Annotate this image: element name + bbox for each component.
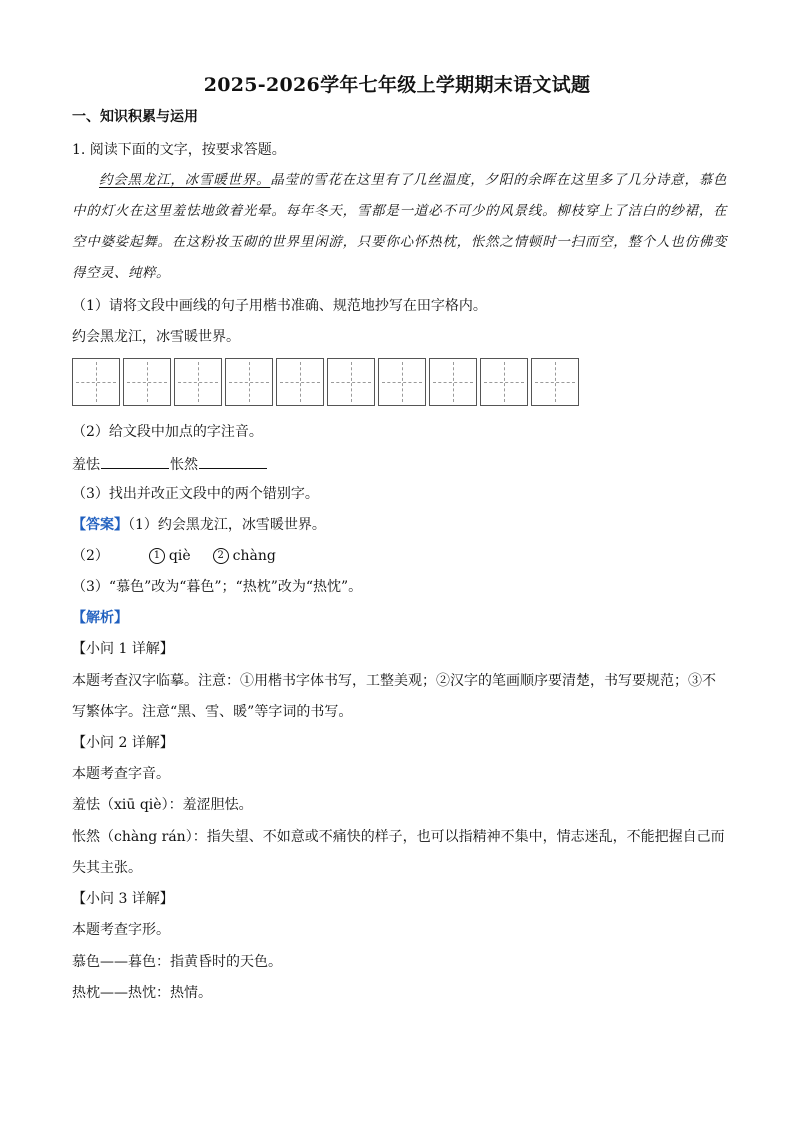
grid-cell[interactable] [123,358,171,406]
reading-passage [72,165,727,289]
answer-line-2 [72,547,276,565]
page-title: 2025-2026学年七年级上学期期末语文试题 [203,74,591,96]
grid-cell[interactable] [480,358,528,406]
circled-number-2: 2 [213,548,229,564]
detail-2-line-3: 怅然（chàng rán）：指失望、不如意或不痛快的样子，也可以指精神不集中，情志迷乱，不能把握自己而 [72,829,725,845]
answer-2-val-1: qiè [168,548,191,564]
underlined-sentence: 约会黑龙江，冰雪暖世界。 [99,172,271,188]
word-changran: 怅然 [170,457,198,473]
passage-body: 晶莹的雪花在这里有了几丝温度，夕阳的余晖在这里多了几分诗意，慕色中的灯火在这里羞怯地敛着光晕。每年冬天，雪都是一道必不可少的风景线。柳枝穿上了洁白的纱裙，在空中婆娑起舞。在这粉妆玉砌的世界里闲游，只要你心怀热枕，怅然之情顿时一扫而空，整个人也仿佛变得空灵、纯粹。 [72,172,728,281]
circled-number-1: 1 [149,548,165,564]
detail-1-heading: 【小问 1 详解】 [72,641,174,657]
grid-cell[interactable] [378,358,426,406]
answer-tag: 【答案】 [72,517,128,533]
analysis-tag: 【解析】 [72,610,128,626]
answer-2-prefix: （2） [72,548,109,564]
detail-2-line-4: 失其主张。 [72,860,142,876]
sub-question-3: （3）找出并改正文段中的两个错别字。 [72,486,319,502]
detail-3-heading: 【小问 3 详解】 [72,891,174,907]
detail-3-line-3: 热枕——热忱：热情。 [72,985,212,1001]
detail-3-line-1: 本题考查字形。 [72,922,170,938]
question-stem: 1. 阅读下面的文字，按要求答题。 [72,142,286,158]
detail-1-line-2: 写繁体字。注意“黑、雪、暖”等字词的书写。 [72,704,353,720]
grid-cell[interactable] [531,358,579,406]
detail-3-line-2: 慕色——暮色：指黄昏时的天色。 [72,954,282,970]
grid-cell[interactable] [429,358,477,406]
sub-question-1: （1）请将文段中画线的句子用楷书准确、规范地抄写在田字格内。 [72,298,487,314]
answer-line-3: （3）“慕色”改为“暮色”；“热枕”改为“热忱”。 [72,579,363,595]
detail-2-heading: 【小问 2 详解】 [72,735,174,751]
grid-cell[interactable] [174,358,222,406]
grid-cell[interactable] [72,358,120,406]
sub-question-2: （2）给文段中加点的字注音。 [72,424,263,440]
detail-2-line-2: 羞怯（xiū qiè）：羞涩胆怯。 [72,797,253,813]
section-heading: 一、知识积累与运用 [72,109,198,125]
answer-line-1 [72,516,326,534]
grid-cell[interactable] [327,358,375,406]
copy-sentence: 约会黑龙江，冰雪暖世界。 [72,329,240,345]
grid-cell[interactable] [276,358,324,406]
answer-2-val-2: chàng [232,548,276,564]
detail-1-line-1: 本题考查汉字临摹。注意：①用楷书字体书写，工整美观；②汉字的笔画顺序要清楚，书写要规范；③不 [72,673,716,689]
grid-cell[interactable] [225,358,273,406]
blank-1[interactable] [101,454,169,469]
word-xieqie: 羞怯 [72,457,100,473]
detail-2-line-1: 本题考查字音。 [72,766,170,782]
blank-2[interactable] [199,454,267,469]
pinyin-blanks [72,454,268,474]
answer-1: （1）约会黑龙江，冰雪暖世界。 [128,517,326,533]
tianzige-grid [72,358,582,408]
